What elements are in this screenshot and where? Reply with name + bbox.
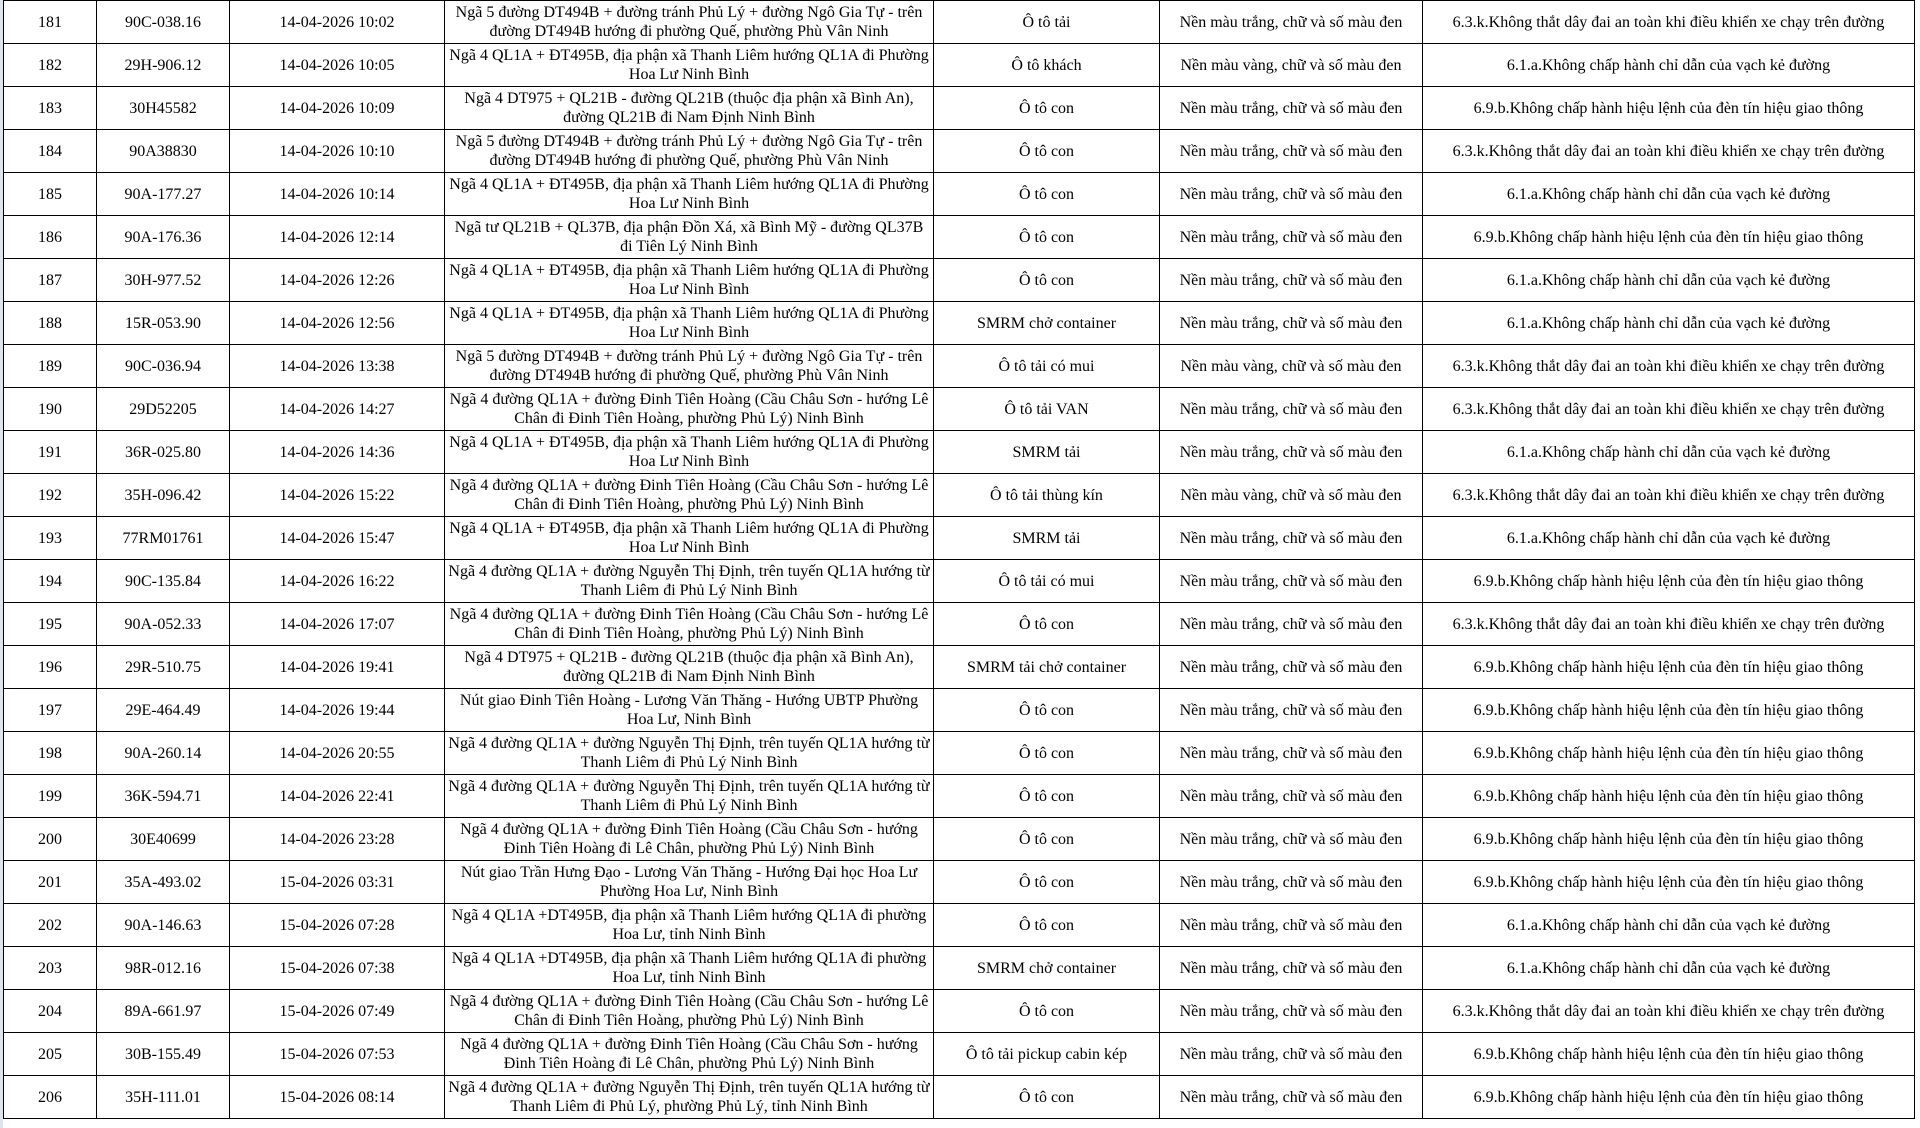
vehicle-type-cell: Ô tô con bbox=[934, 216, 1160, 259]
violation-time-cell: 14-04-2026 15:47 bbox=[230, 517, 445, 560]
vehicle-type-cell: SMRM tải bbox=[934, 517, 1160, 560]
violation-description-cell: 6.9.b.Không chấp hành hiệu lệnh của đèn tín hiệu giao thông bbox=[1423, 216, 1915, 259]
license-plate-cell: 89A-661.97 bbox=[97, 990, 230, 1033]
violation-time-cell: 14-04-2026 20:55 bbox=[230, 732, 445, 775]
vehicle-type-cell: SMRM chở container bbox=[934, 947, 1160, 990]
violation-location-cell: Nút giao Đinh Tiên Hoàng - Lương Văn Thăng - Hướng UBTP Phường Hoa Lư, Ninh Bình bbox=[445, 689, 934, 732]
vehicle-type-cell: Ô tô tải VAN bbox=[934, 388, 1160, 431]
violation-location-cell: Ngã 4 đường QL1A + đường Nguyễn Thị Định, trên tuyến QL1A hướng từ Thanh Liêm đi Phủ Lý, phường Phủ Lý, tỉnh Ninh Bình bbox=[445, 1076, 934, 1119]
row-number-cell: 202 bbox=[4, 904, 97, 947]
table-row bbox=[4, 345, 1915, 388]
violation-time-cell: 15-04-2026 07:38 bbox=[230, 947, 445, 990]
table-row bbox=[4, 947, 1915, 990]
violation-time-cell: 14-04-2026 22:41 bbox=[230, 775, 445, 818]
violation-location-cell: Ngã 4 QL1A + ĐT495B, địa phận xã Thanh Liêm hướng QL1A đi Phường Hoa Lư Ninh Bình bbox=[445, 44, 934, 87]
vehicle-type-cell: SMRM chở container bbox=[934, 302, 1160, 345]
table-row bbox=[4, 388, 1915, 431]
violation-location-cell: Ngã 5 đường DT494B + đường tránh Phủ Lý + đường Ngô Gia Tự - trên đường DT494B hướng đi phường Quế, phường Phù Vân Ninh bbox=[445, 130, 934, 173]
violation-location-cell: Ngã 5 đường DT494B + đường tránh Phủ Lý + đường Ngô Gia Tự - trên đường DT494B hướng đi phường Quế, phường Phù Vân Ninh bbox=[445, 1, 934, 44]
violation-time-cell: 14-04-2026 12:56 bbox=[230, 302, 445, 345]
violation-description-cell: 6.9.b.Không chấp hành hiệu lệnh của đèn tín hiệu giao thông bbox=[1423, 560, 1915, 603]
table-row bbox=[4, 560, 1915, 603]
table-row bbox=[4, 603, 1915, 646]
row-number-cell: 194 bbox=[4, 560, 97, 603]
violation-description-cell: 6.1.a.Không chấp hành chỉ dẫn của vạch kẻ đường bbox=[1423, 947, 1915, 990]
license-plate-cell: 29H-906.12 bbox=[97, 44, 230, 87]
plate-color-cell: Nền màu trắng, chữ và số màu đen bbox=[1160, 1076, 1423, 1119]
row-number-cell: 200 bbox=[4, 818, 97, 861]
plate-color-cell: Nền màu vàng, chữ và số màu đen bbox=[1160, 474, 1423, 517]
violation-location-cell: Ngã 4 QL1A + ĐT495B, địa phận xã Thanh Liêm hướng QL1A đi Phường Hoa Lư Ninh Bình bbox=[445, 259, 934, 302]
row-number-cell: 197 bbox=[4, 689, 97, 732]
table-row bbox=[4, 732, 1915, 775]
plate-color-cell: Nền màu trắng, chữ và số màu đen bbox=[1160, 173, 1423, 216]
row-number-cell: 182 bbox=[4, 44, 97, 87]
violation-location-cell: Ngã 4 QL1A + ĐT495B, địa phận xã Thanh Liêm hướng QL1A đi Phường Hoa Lư Ninh Bình bbox=[445, 431, 934, 474]
violation-time-cell: 14-04-2026 12:14 bbox=[230, 216, 445, 259]
plate-color-cell: Nền màu trắng, chữ và số màu đen bbox=[1160, 259, 1423, 302]
violation-description-cell: 6.9.b.Không chấp hành hiệu lệnh của đèn tín hiệu giao thông bbox=[1423, 646, 1915, 689]
violation-description-cell: 6.1.a.Không chấp hành chỉ dẫn của vạch kẻ đường bbox=[1423, 904, 1915, 947]
vehicle-type-cell: Ô tô con bbox=[934, 689, 1160, 732]
vehicle-type-cell: Ô tô con bbox=[934, 904, 1160, 947]
row-number-cell: 203 bbox=[4, 947, 97, 990]
violation-description-cell: 6.3.k.Không thắt dây đai an toàn khi điều khiển xe chạy trên đường bbox=[1423, 130, 1915, 173]
violation-time-cell: 14-04-2026 17:07 bbox=[230, 603, 445, 646]
violation-description-cell: 6.1.a.Không chấp hành chỉ dẫn của vạch kẻ đường bbox=[1423, 173, 1915, 216]
row-number-cell: 193 bbox=[4, 517, 97, 560]
table-row bbox=[4, 173, 1915, 216]
table-row bbox=[4, 302, 1915, 345]
row-number-cell: 191 bbox=[4, 431, 97, 474]
plate-color-cell: Nền màu trắng, chữ và số màu đen bbox=[1160, 130, 1423, 173]
plate-color-cell: Nền màu trắng, chữ và số màu đen bbox=[1160, 689, 1423, 732]
table-row bbox=[4, 818, 1915, 861]
row-number-cell: 199 bbox=[4, 775, 97, 818]
table-row bbox=[4, 990, 1915, 1033]
violation-location-cell: Ngã tư QL21B + QL37B, địa phận Đồn Xá, xã Bình Mỹ - đường QL37B đi Tiên Lý Ninh Bình bbox=[445, 216, 934, 259]
violation-time-cell: 14-04-2026 19:41 bbox=[230, 646, 445, 689]
row-number-cell: 188 bbox=[4, 302, 97, 345]
table-row bbox=[4, 646, 1915, 689]
license-plate-cell: 36K-594.71 bbox=[97, 775, 230, 818]
violation-location-cell: Ngã 4 DT975 + QL21B - đường QL21B (thuộc địa phận xã Bình An), đường QL21B đi Nam Định Ninh Bình bbox=[445, 646, 934, 689]
table-row bbox=[4, 689, 1915, 732]
violation-time-cell: 14-04-2026 23:28 bbox=[230, 818, 445, 861]
table-row bbox=[4, 44, 1915, 87]
plate-color-cell: Nền màu trắng, chữ và số màu đen bbox=[1160, 603, 1423, 646]
violation-time-cell: 14-04-2026 15:22 bbox=[230, 474, 445, 517]
table-row bbox=[4, 1076, 1915, 1119]
violation-description-cell: 6.9.b.Không chấp hành hiệu lệnh của đèn tín hiệu giao thông bbox=[1423, 689, 1915, 732]
row-number-cell: 198 bbox=[4, 732, 97, 775]
table-row bbox=[4, 474, 1915, 517]
violation-time-cell: 14-04-2026 10:09 bbox=[230, 87, 445, 130]
plate-color-cell: Nền màu trắng, chữ và số màu đen bbox=[1160, 388, 1423, 431]
vehicle-type-cell: Ô tô tải bbox=[934, 1, 1160, 44]
violation-location-cell: Ngã 4 DT975 + QL21B - đường QL21B (thuộc địa phận xã Bình An), đường QL21B đi Nam Định Ninh Bình bbox=[445, 87, 934, 130]
row-number-cell: 183 bbox=[4, 87, 97, 130]
violation-description-cell: 6.1.a.Không chấp hành chỉ dẫn của vạch kẻ đường bbox=[1423, 517, 1915, 560]
vehicle-type-cell: SMRM tải bbox=[934, 431, 1160, 474]
table-row bbox=[4, 1033, 1915, 1076]
violation-description-cell: 6.9.b.Không chấp hành hiệu lệnh của đèn tín hiệu giao thông bbox=[1423, 1076, 1915, 1119]
vehicle-type-cell: Ô tô con bbox=[934, 990, 1160, 1033]
row-number-cell: 189 bbox=[4, 345, 97, 388]
violation-description-cell: 6.9.b.Không chấp hành hiệu lệnh của đèn tín hiệu giao thông bbox=[1423, 775, 1915, 818]
plate-color-cell: Nền màu trắng, chữ và số màu đen bbox=[1160, 302, 1423, 345]
plate-color-cell: Nền màu trắng, chữ và số màu đen bbox=[1160, 216, 1423, 259]
violation-time-cell: 15-04-2026 07:49 bbox=[230, 990, 445, 1033]
license-plate-cell: 30B-155.49 bbox=[97, 1033, 230, 1076]
violation-location-cell: Ngã 4 đường QL1A + đường Đinh Tiên Hoàng (Cầu Châu Sơn - hướng Đinh Tiên Hoàng đi Lê Chân, phường Phủ Lý) Ninh Bình bbox=[445, 818, 934, 861]
violation-location-cell: Ngã 4 QL1A +DT495B, địa phận xã Thanh Liêm hướng QL1A đi phường Hoa Lư, tỉnh Ninh Bình bbox=[445, 947, 934, 990]
violation-location-cell: Ngã 4 QL1A + ĐT495B, địa phận xã Thanh Liêm hướng QL1A đi Phường Hoa Lư Ninh Bình bbox=[445, 173, 934, 216]
row-number-cell: 186 bbox=[4, 216, 97, 259]
violation-description-cell: 6.3.k.Không thắt dây đai an toàn khi điều khiển xe chạy trên đường bbox=[1423, 474, 1915, 517]
vehicle-type-cell: Ô tô con bbox=[934, 732, 1160, 775]
table-row bbox=[4, 87, 1915, 130]
license-plate-cell: 90A-176.36 bbox=[97, 216, 230, 259]
violation-description-cell: 6.3.k.Không thắt dây đai an toàn khi điều khiển xe chạy trên đường bbox=[1423, 345, 1915, 388]
plate-color-cell: Nền màu trắng, chữ và số màu đen bbox=[1160, 1033, 1423, 1076]
vehicle-type-cell: SMRM tải chở container bbox=[934, 646, 1160, 689]
license-plate-cell: 90A-146.63 bbox=[97, 904, 230, 947]
violation-location-cell: Ngã 4 đường QL1A + đường Nguyễn Thị Định, trên tuyến QL1A hướng từ Thanh Liêm đi Phủ Lý Ninh Bình bbox=[445, 732, 934, 775]
violation-time-cell: 14-04-2026 19:44 bbox=[230, 689, 445, 732]
license-plate-cell: 77RM01761 bbox=[97, 517, 230, 560]
row-number-cell: 196 bbox=[4, 646, 97, 689]
license-plate-cell: 30H-977.52 bbox=[97, 259, 230, 302]
license-plate-cell: 90A-260.14 bbox=[97, 732, 230, 775]
violation-location-cell: Ngã 4 đường QL1A + đường Nguyễn Thị Định, trên tuyến QL1A hướng từ Thanh Liêm đi Phủ Lý Ninh Bình bbox=[445, 560, 934, 603]
row-number-cell: 184 bbox=[4, 130, 97, 173]
row-number-cell: 190 bbox=[4, 388, 97, 431]
plate-color-cell: Nền màu vàng, chữ và số màu đen bbox=[1160, 345, 1423, 388]
license-plate-cell: 90C-036.94 bbox=[97, 345, 230, 388]
violation-location-cell: Ngã 4 đường QL1A + đường Đinh Tiên Hoàng (Cầu Châu Sơn - hướng Lê Chân đi Đinh Tiên Hoàng, phường Phủ Lý) Ninh Bình bbox=[445, 388, 934, 431]
vehicle-type-cell: Ô tô con bbox=[934, 775, 1160, 818]
row-number-cell: 201 bbox=[4, 861, 97, 904]
violation-description-cell: 6.9.b.Không chấp hành hiệu lệnh của đèn tín hiệu giao thông bbox=[1423, 1033, 1915, 1076]
vehicle-type-cell: Ô tô con bbox=[934, 603, 1160, 646]
violation-description-cell: 6.1.a.Không chấp hành chỉ dẫn của vạch kẻ đường bbox=[1423, 302, 1915, 345]
violation-time-cell: 15-04-2026 07:53 bbox=[230, 1033, 445, 1076]
violation-description-cell: 6.1.a.Không chấp hành chỉ dẫn của vạch kẻ đường bbox=[1423, 431, 1915, 474]
violation-description-cell: 6.9.b.Không chấp hành hiệu lệnh của đèn tín hiệu giao thông bbox=[1423, 818, 1915, 861]
row-number-cell: 205 bbox=[4, 1033, 97, 1076]
license-plate-cell: 30E40699 bbox=[97, 818, 230, 861]
vehicle-type-cell: Ô tô khách bbox=[934, 44, 1160, 87]
violation-time-cell: 15-04-2026 07:28 bbox=[230, 904, 445, 947]
license-plate-cell: 90A-177.27 bbox=[97, 173, 230, 216]
plate-color-cell: Nền màu trắng, chữ và số màu đen bbox=[1160, 818, 1423, 861]
violation-description-cell: 6.3.k.Không thắt dây đai an toàn khi điều khiển xe chạy trên đường bbox=[1423, 603, 1915, 646]
violation-location-cell: Ngã 5 đường DT494B + đường tránh Phủ Lý + đường Ngô Gia Tự - trên đường DT494B hướng đi phường Quế, phường Phù Vân Ninh bbox=[445, 345, 934, 388]
violation-location-cell: Ngã 4 đường QL1A + đường Đinh Tiên Hoàng (Cầu Châu Sơn - hướng Lê Chân đi Đinh Tiên Hoàng, phường Phủ Lý) Ninh Bình bbox=[445, 990, 934, 1033]
violation-time-cell: 14-04-2026 13:38 bbox=[230, 345, 445, 388]
violation-location-cell: Nút giao Trần Hưng Đạo - Lương Văn Thăng - Hướng Đại học Hoa Lư Phường Hoa Lư, Ninh Bình bbox=[445, 861, 934, 904]
plate-color-cell: Nền màu trắng, chữ và số màu đen bbox=[1160, 947, 1423, 990]
violation-time-cell: 14-04-2026 10:10 bbox=[230, 130, 445, 173]
vehicle-type-cell: Ô tô con bbox=[934, 861, 1160, 904]
violation-description-cell: 6.3.k.Không thắt dây đai an toàn khi điều khiển xe chạy trên đường bbox=[1423, 990, 1915, 1033]
row-number-cell: 187 bbox=[4, 259, 97, 302]
violation-time-cell: 14-04-2026 10:02 bbox=[230, 1, 445, 44]
violation-description-cell: 6.9.b.Không chấp hành hiệu lệnh của đèn tín hiệu giao thông bbox=[1423, 732, 1915, 775]
table-row bbox=[4, 1, 1915, 44]
plate-color-cell: Nền màu trắng, chữ và số màu đen bbox=[1160, 1, 1423, 44]
row-number-cell: 195 bbox=[4, 603, 97, 646]
row-number-cell: 181 bbox=[4, 1, 97, 44]
violation-time-cell: 14-04-2026 16:22 bbox=[230, 560, 445, 603]
plate-color-cell: Nền màu trắng, chữ và số màu đen bbox=[1160, 732, 1423, 775]
plate-color-cell: Nền màu trắng, chữ và số màu đen bbox=[1160, 904, 1423, 947]
violation-description-cell: 6.9.b.Không chấp hành hiệu lệnh của đèn tín hiệu giao thông bbox=[1423, 87, 1915, 130]
violation-time-cell: 15-04-2026 08:14 bbox=[230, 1076, 445, 1119]
table-row bbox=[4, 216, 1915, 259]
license-plate-cell: 29R-510.75 bbox=[97, 646, 230, 689]
vehicle-type-cell: Ô tô tải pickup cabin kép bbox=[934, 1033, 1160, 1076]
license-plate-cell: 30H45582 bbox=[97, 87, 230, 130]
violation-location-cell: Ngã 4 QL1A + ĐT495B, địa phận xã Thanh Liêm hướng QL1A đi Phường Hoa Lư Ninh Bình bbox=[445, 302, 934, 345]
plate-color-cell: Nền màu trắng, chữ và số màu đen bbox=[1160, 646, 1423, 689]
table-row bbox=[4, 775, 1915, 818]
license-plate-cell: 15R-053.90 bbox=[97, 302, 230, 345]
violation-time-cell: 14-04-2026 12:26 bbox=[230, 259, 445, 302]
violation-description-cell: 6.3.k.Không thắt dây đai an toàn khi điều khiển xe chạy trên đường bbox=[1423, 1, 1915, 44]
plate-color-cell: Nền màu trắng, chữ và số màu đen bbox=[1160, 517, 1423, 560]
plate-color-cell: Nền màu trắng, chữ và số màu đen bbox=[1160, 990, 1423, 1033]
license-plate-cell: 35A-493.02 bbox=[97, 861, 230, 904]
vehicle-type-cell: Ô tô tải thùng kín bbox=[934, 474, 1160, 517]
violation-time-cell: 14-04-2026 10:14 bbox=[230, 173, 445, 216]
license-plate-cell: 35H-111.01 bbox=[97, 1076, 230, 1119]
violation-location-cell: Ngã 4 đường QL1A + đường Đinh Tiên Hoàng (Cầu Châu Sơn - hướng Lê Chân đi Đinh Tiên Hoàng, phường Phủ Lý) Ninh Bình bbox=[445, 474, 934, 517]
table-row bbox=[4, 431, 1915, 474]
license-plate-cell: 29E-464.49 bbox=[97, 689, 230, 732]
violation-description-cell: 6.1.a.Không chấp hành chỉ dẫn của vạch kẻ đường bbox=[1423, 44, 1915, 87]
plate-color-cell: Nền màu trắng, chữ và số màu đen bbox=[1160, 560, 1423, 603]
row-number-cell: 204 bbox=[4, 990, 97, 1033]
license-plate-cell: 90A-052.33 bbox=[97, 603, 230, 646]
violation-description-cell: 6.9.b.Không chấp hành hiệu lệnh của đèn tín hiệu giao thông bbox=[1423, 861, 1915, 904]
vehicle-type-cell: Ô tô con bbox=[934, 87, 1160, 130]
violation-location-cell: Ngã 4 QL1A + ĐT495B, địa phận xã Thanh Liêm hướng QL1A đi Phường Hoa Lư Ninh Bình bbox=[445, 517, 934, 560]
plate-color-cell: Nền màu trắng, chữ và số màu đen bbox=[1160, 861, 1423, 904]
row-number-cell: 185 bbox=[4, 173, 97, 216]
violation-description-cell: 6.3.k.Không thắt dây đai an toàn khi điều khiển xe chạy trên đường bbox=[1423, 388, 1915, 431]
plate-color-cell: Nền màu trắng, chữ và số màu đen bbox=[1160, 87, 1423, 130]
violation-table bbox=[3, 0, 1915, 1119]
vehicle-type-cell: Ô tô con bbox=[934, 130, 1160, 173]
license-plate-cell: 98R-012.16 bbox=[97, 947, 230, 990]
plate-color-cell: Nền màu trắng, chữ và số màu đen bbox=[1160, 775, 1423, 818]
vehicle-type-cell: Ô tô con bbox=[934, 173, 1160, 216]
table-row bbox=[4, 904, 1915, 947]
row-number-cell: 206 bbox=[4, 1076, 97, 1119]
row-number-cell: 192 bbox=[4, 474, 97, 517]
violation-location-cell: Ngã 4 đường QL1A + đường Đinh Tiên Hoàng (Cầu Châu Sơn - hướng Lê Chân đi Đinh Tiên Hoàng, phường Phủ Lý) Ninh Bình bbox=[445, 603, 934, 646]
vehicle-type-cell: Ô tô con bbox=[934, 1076, 1160, 1119]
license-plate-cell: 90C-038.16 bbox=[97, 1, 230, 44]
violation-description-cell: 6.1.a.Không chấp hành chỉ dẫn của vạch kẻ đường bbox=[1423, 259, 1915, 302]
license-plate-cell: 35H-096.42 bbox=[97, 474, 230, 517]
vehicle-type-cell: Ô tô tải có mui bbox=[934, 560, 1160, 603]
vehicle-type-cell: Ô tô con bbox=[934, 259, 1160, 302]
violation-time-cell: 14-04-2026 14:36 bbox=[230, 431, 445, 474]
violation-time-cell: 15-04-2026 03:31 bbox=[230, 861, 445, 904]
vehicle-type-cell: Ô tô con bbox=[934, 818, 1160, 861]
violation-location-cell: Ngã 4 đường QL1A + đường Đinh Tiên Hoàng (Cầu Châu Sơn - hướng Đinh Tiên Hoàng đi Lê Chân, phường Phủ Lý) Ninh Bình bbox=[445, 1033, 934, 1076]
violation-location-cell: Ngã 4 QL1A +DT495B, địa phận xã Thanh Liêm hướng QL1A đi phường Hoa Lư, tỉnh Ninh Bình bbox=[445, 904, 934, 947]
license-plate-cell: 90C-135.84 bbox=[97, 560, 230, 603]
violation-location-cell: Ngã 4 đường QL1A + đường Nguyễn Thị Định, trên tuyến QL1A hướng từ Thanh Liêm đi Phủ Lý Ninh Bình bbox=[445, 775, 934, 818]
license-plate-cell: 36R-025.80 bbox=[97, 431, 230, 474]
plate-color-cell: Nền màu vàng, chữ và số màu đen bbox=[1160, 44, 1423, 87]
table-row bbox=[4, 861, 1915, 904]
table-row bbox=[4, 130, 1915, 173]
table-row bbox=[4, 517, 1915, 560]
license-plate-cell: 90A38830 bbox=[97, 130, 230, 173]
plate-color-cell: Nền màu trắng, chữ và số màu đen bbox=[1160, 431, 1423, 474]
violation-table-body bbox=[4, 1, 1915, 1119]
table-row bbox=[4, 259, 1915, 302]
violation-time-cell: 14-04-2026 14:27 bbox=[230, 388, 445, 431]
violation-time-cell: 14-04-2026 10:05 bbox=[230, 44, 445, 87]
license-plate-cell: 29D52205 bbox=[97, 388, 230, 431]
vehicle-type-cell: Ô tô tải có mui bbox=[934, 345, 1160, 388]
